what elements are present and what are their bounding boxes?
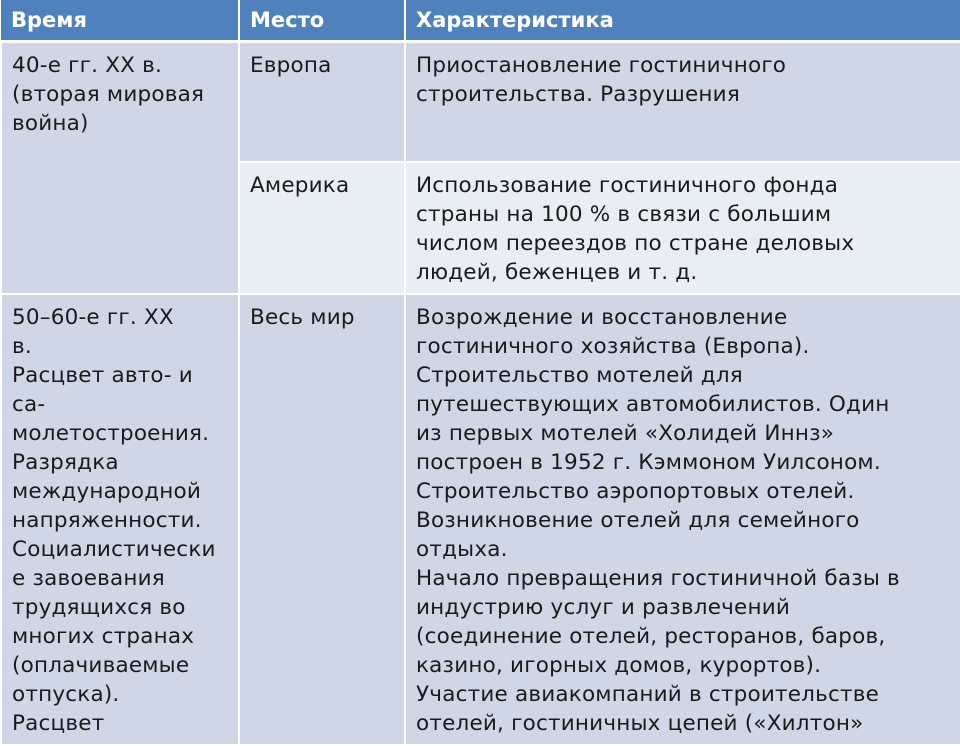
table-row — [1, 294, 960, 745]
header-row — [1, 0, 960, 42]
time-cell: 40-е гг. XX в. (вторая мировая война) — [1, 42, 239, 295]
place-cell: Америка — [239, 162, 405, 294]
header-place: Место — [239, 0, 405, 42]
table-row — [1, 42, 960, 163]
header-characteristic: Характеристика — [405, 0, 960, 42]
header-time: Время — [1, 0, 239, 42]
characteristic-cell: Приостановление гостиничного строительства. Разрушения — [405, 42, 960, 163]
place-cell: Европа — [239, 42, 405, 163]
time-cell: 50–60-е гг. XX в. Расцвет авто- и са- молетостроения. Разрядка международной напряженности. Социалистически е завоевания трудящихся во многих странах (оплачиваемые отпуска). Расцвет — [1, 294, 239, 745]
place-cell: Весь мир — [239, 294, 405, 745]
characteristic-cell: Возрождение и восстановление гостиничного хозяйства (Европа). Строительство мотелей для путешествующих автомобилистов. Один из первых мотелей «Холидей Иннз» построен в 1952 г. Кэммоном Уилсоном. Строительство аэропортовых отелей. Возникновение отелей для семейного отдыха. Начало превращения гостиничной базы в индустрию услуг и развлечений (соединение отелей, ресторанов, баров, казино, игорных домов, курортов). Участие авиакомпаний в строительстве отелей, гостиничных цепей («Хилтон» — [405, 294, 960, 745]
characteristic-cell: Использование гостиничного фонда страны на 100 % в связи с большим числом переездов по стране деловых людей, беженцев и т. д. — [405, 162, 960, 294]
